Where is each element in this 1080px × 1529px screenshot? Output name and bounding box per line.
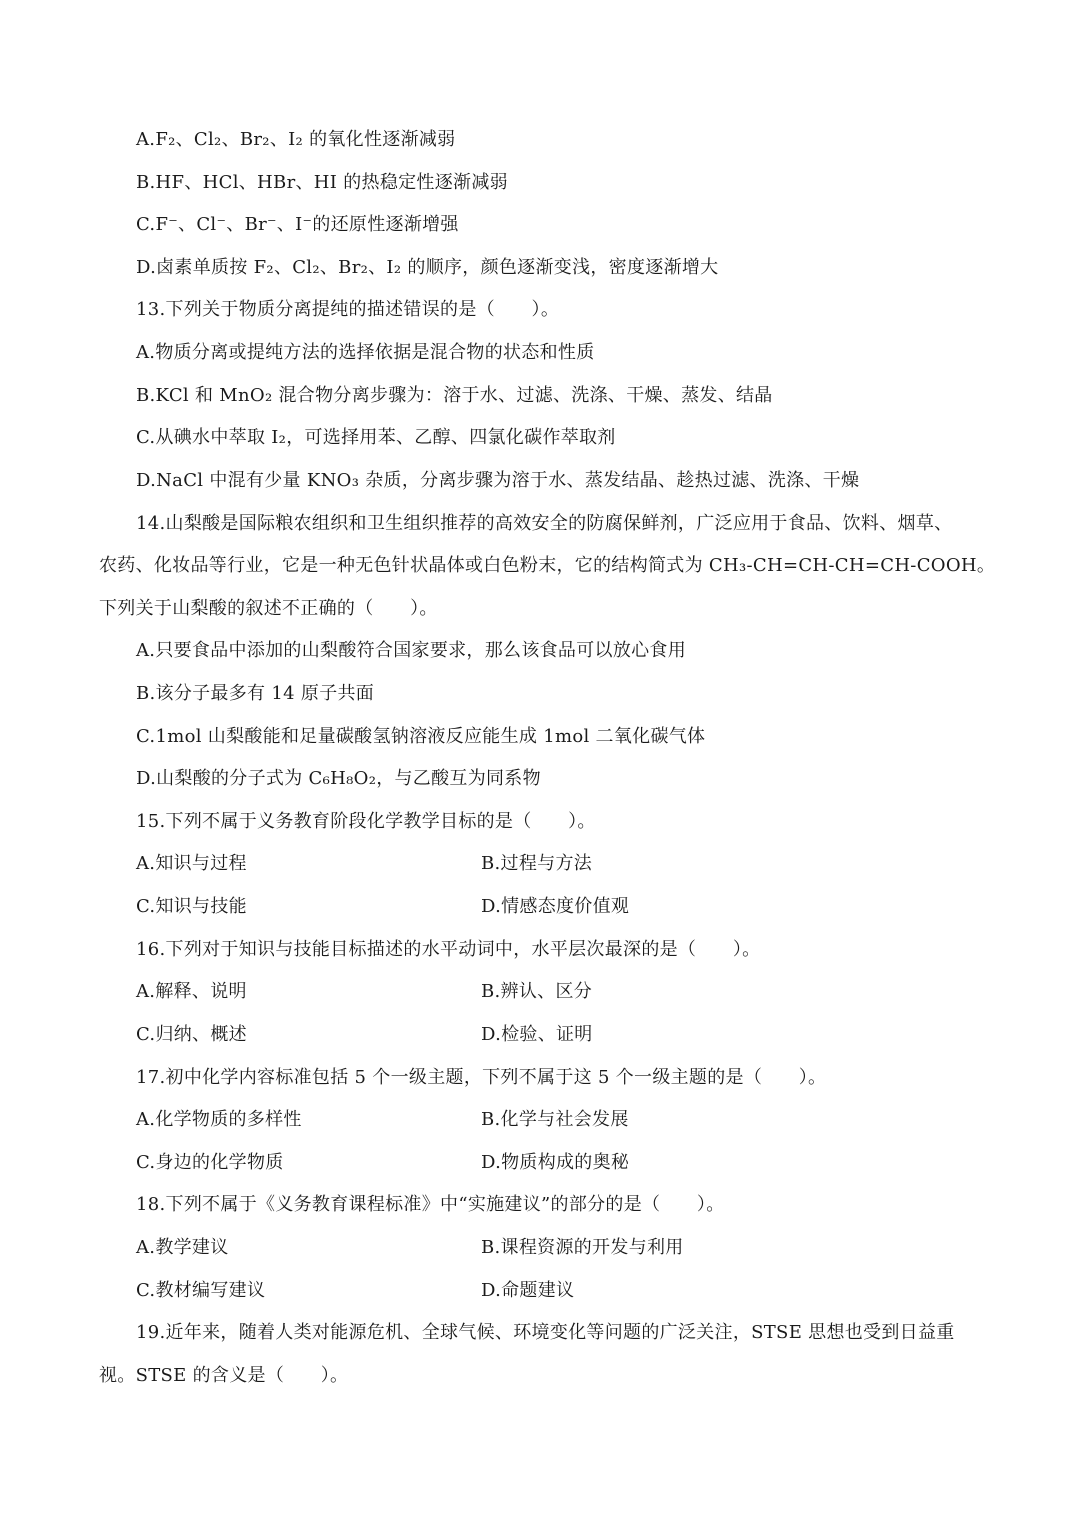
- option-16b: B.辨认、区分: [481, 981, 593, 1002]
- option-17c: C.身边的化学物质: [136, 1152, 284, 1173]
- question-14-line-2: 农药、化妆品等行业，它是一种无色针状晶体或白色粉末，它的结构简式为 CH₃-CH=CH-CH=CH-COOH。: [99, 555, 996, 576]
- option-15d: D.情感态度价值观: [481, 896, 630, 917]
- option-18c: C.教材编写建议: [136, 1280, 266, 1301]
- option-13c: C.从碘水中萃取 I₂，可选择用苯、乙醇、四氯化碳作萃取剂: [136, 427, 616, 448]
- option-12a: A.F₂、Cl₂、Br₂、I₂ 的氧化性逐渐减弱: [136, 129, 456, 150]
- option-15c: C.知识与技能: [136, 896, 247, 917]
- option-14a: A.只要食品中添加的山梨酸符合国家要求，那么该食品可以放心食用: [136, 640, 687, 661]
- option-16c: C.归纳、概述: [136, 1024, 247, 1045]
- question-16: 16.下列对于知识与技能目标描述的水平动词中，水平层次最深的是（ ）。: [136, 939, 761, 960]
- option-14b: B.该分子最多有 14 原子共面: [136, 683, 375, 704]
- option-18b: B.课程资源的开发与利用: [481, 1237, 684, 1258]
- option-14c: C.1mol 山梨酸能和足量碳酸氢钠溶液反应能生成 1mol 二氧化碳气体: [136, 726, 706, 747]
- option-13d: D.NaCl 中混有少量 KNO₃ 杂质，分离步骤为溶于水、蒸发结晶、趁热过滤、洗涤、干燥: [136, 470, 860, 491]
- option-16a: A.解释、说明: [136, 981, 247, 1002]
- question-14-line-3: 下列关于山梨酸的叙述不正确的（ ）。: [99, 598, 438, 619]
- option-17b: B.化学与社会发展: [481, 1109, 629, 1130]
- option-18a: A.教学建议: [136, 1237, 229, 1258]
- option-13b: B.KCl 和 MnO₂ 混合物分离步骤为：溶于水、过滤、洗涤、干燥、蒸发、结晶: [136, 385, 773, 406]
- option-12d: D.卤素单质按 F₂、Cl₂、Br₂、I₂ 的顺序，颜色逐渐变浅，密度逐渐增大: [136, 257, 719, 278]
- question-19-line-1: 19.近年来，随着人类对能源危机、全球气候、环境变化等问题的广泛关注，STSE 思想也受到日益重: [136, 1322, 955, 1343]
- question-14-line-1: 14.山梨酸是国际粮农组织和卫生组织推荐的高效安全的防腐保鲜剂，广泛应用于食品、饮料、烟草、: [136, 513, 953, 534]
- option-12b: B.HF、HCl、HBr、HI 的热稳定性逐渐减弱: [136, 172, 508, 193]
- option-12c: C.F⁻、Cl⁻、Br⁻、I⁻的还原性逐渐增强: [136, 214, 459, 235]
- question-15: 15.下列不属于义务教育阶段化学教学目标的是（ ）。: [136, 811, 596, 832]
- option-16d: D.检验、证明: [481, 1024, 593, 1045]
- option-13a: A.物质分离或提纯方法的选择依据是混合物的状态和性质: [136, 342, 595, 363]
- question-17: 17.初中化学内容标准包括 5 个一级主题，下列不属于这 5 个一级主题的是（ ）。: [136, 1067, 827, 1088]
- question-13: 13.下列关于物质分离提纯的描述错误的是（ ）。: [136, 299, 560, 320]
- option-15a: A.知识与过程: [136, 853, 247, 874]
- option-17a: A.化学物质的多样性: [136, 1109, 302, 1130]
- question-19-line-2: 视。STSE 的含义是（ ）。: [99, 1365, 349, 1386]
- option-17d: D.物质构成的奥秘: [481, 1152, 630, 1173]
- option-18d: D.命题建议: [481, 1280, 575, 1301]
- question-18: 18.下列不属于《义务教育课程标准》中“实施建议”的部分的是（ ）。: [136, 1194, 725, 1215]
- option-14d: D.山梨酸的分子式为 C₆H₈O₂，与乙酸互为同系物: [136, 768, 541, 789]
- option-15b: B.过程与方法: [481, 853, 593, 874]
